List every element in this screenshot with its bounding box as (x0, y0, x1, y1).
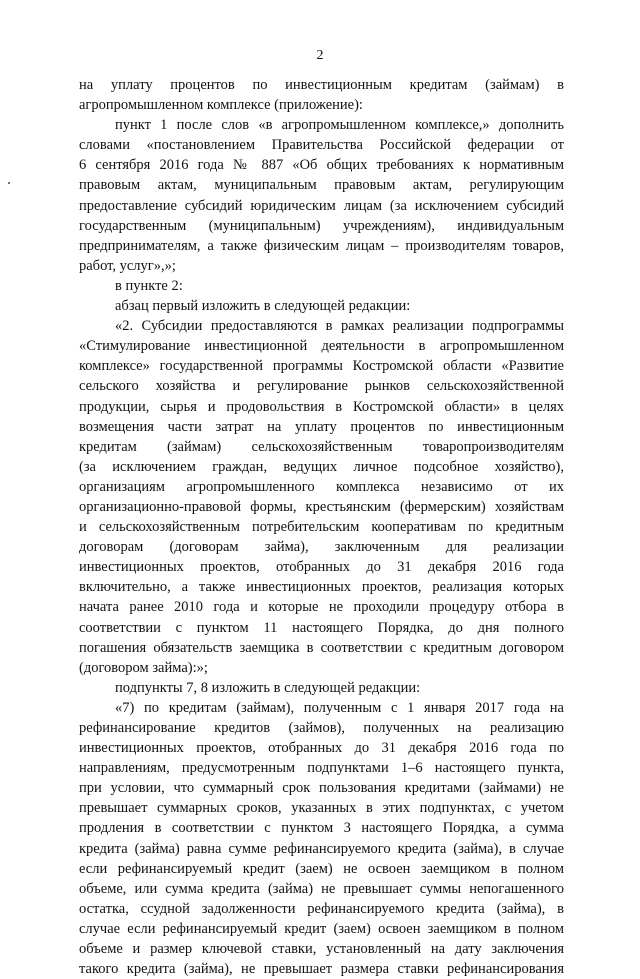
text-line: сельского хозяйства и регулирование рынков сельскохозяйственной (79, 378, 564, 395)
text-line: инвестиционных проектов, отобранных до 31 декабря 2016 года по (79, 740, 564, 757)
text-line: инвестиционных проектов, отобранных до 31 декабря 2016 года (79, 559, 564, 576)
text-line: работ, услуг»,»; (79, 257, 176, 274)
text-line: в пункте 2: (115, 277, 183, 294)
text-line: правовым актам, муниципальным правовым актам, регулирующим (79, 177, 564, 194)
text-line: такого кредита (займа), не превышает размера ставки рефинансирования (79, 961, 564, 978)
text-line: случае если рефинансируемый кредит (заем) освоен заемщиком в полном (79, 920, 564, 937)
text-line: договорам (договорам займа), заключенным для реализации (79, 539, 564, 556)
document-body (79, 75, 564, 979)
text-line: агропромышленном комплексе (приложение): (79, 97, 363, 114)
text-line: включительно, а также инвестиционных проектов, реализация которых (79, 579, 564, 596)
text-line: «7) по кредитам (займам), полученным с 1 января 2017 года на (115, 699, 564, 716)
margin-dot (8, 182, 10, 184)
text-line: погашения обязательств заемщика в соответствии с кредитным договором (79, 639, 564, 656)
text-line: и сельскохозяйственным потребительским кооперативам по кредитным (79, 519, 564, 536)
text-line: начата ранее 2010 года и которые не проходили процедуру отбора в (79, 599, 564, 616)
text-line: организационно-правовой формы, крестьянским (фермерским) хозяйствам (79, 498, 564, 515)
text-line: «2. Субсидии предоставляются в рамках реализации подпрограммы (115, 318, 564, 335)
text-line: рефинансирование кредитов (займов), полученных на реализацию (79, 720, 564, 736)
text-line: предпринимателям, а также физическим лицам – производителям товаров, (79, 237, 564, 254)
text-line: кредитам (займам) сельскохозяйственным товаропроизводителям (79, 438, 564, 455)
page-number: 2 (316, 48, 324, 63)
text-line: превышает суммарных сроков, указанных в этих подпунктах, с учетом (79, 800, 564, 817)
text-line: организациям агропромышленного комплекса независимо от их (79, 478, 564, 495)
text-line: на уплату процентов по инвестиционным кредитам (займам) в (79, 77, 564, 93)
text-line: «Стимулирование инвестиционной деятельности в агропромышленном (79, 338, 564, 355)
text-line: (договором займа):»; (79, 659, 208, 676)
text-line: подпункты 7, 8 изложить в следующей редакции: (115, 679, 421, 696)
text-line: объеме и размер ключевой ставки, установленный на дату заключения (79, 941, 564, 958)
text-line: соответствии с пунктом 11 настоящего Порядка, до дня полного (79, 619, 564, 636)
text-line: продукции, сырья и продовольствия в Костромской области» в целях (79, 398, 564, 415)
text-line: предоставление субсидий юридическим лицам (за исключением субсидий (79, 197, 564, 214)
text-line: словами «постановлением Правительства Российской федерации от (79, 137, 564, 154)
text-line: (за исключением граждан, ведущих личное подсобное хозяйство), (79, 458, 564, 475)
text-line: государственным (муниципальным) учреждениям), индивидуальным (79, 217, 564, 234)
text-line: продления в соответствии с пунктом 3 настоящего Порядка, а сумма (79, 820, 564, 837)
text-line: 6 сентября 2016 года № 887 «Об общих требованиях к нормативным (79, 157, 564, 174)
text-line: остатка, ссудной задолженности рефинансируемого кредита (займа), в (79, 900, 564, 917)
text-line: комплексе» государственной программы Костромской области «Развитие (79, 358, 564, 375)
text-line: если рефинансируемый кредит (заем) не освоен заемщиком в полном (79, 860, 564, 877)
text-line: объеме, или сумма кредита (займа) не превышает суммы непогашенного (79, 880, 564, 897)
text-line: пункт 1 после слов «в агропромышленном комплексе,» дополнить (115, 117, 564, 134)
text-line: возмещения части затрат на уплату процентов по инвестиционным (79, 418, 564, 435)
text-line: направлениям, предусмотренным подпунктами 1–6 настоящего пункта, (79, 760, 564, 777)
text-line: кредита (займа) равна сумме рефинансируемого кредита (займа), в случае (79, 840, 564, 857)
text-line: при условии, что суммарный срок пользования кредитами (займами) не (79, 780, 564, 797)
text-line: абзац первый изложить в следующей редакции: (115, 298, 411, 315)
